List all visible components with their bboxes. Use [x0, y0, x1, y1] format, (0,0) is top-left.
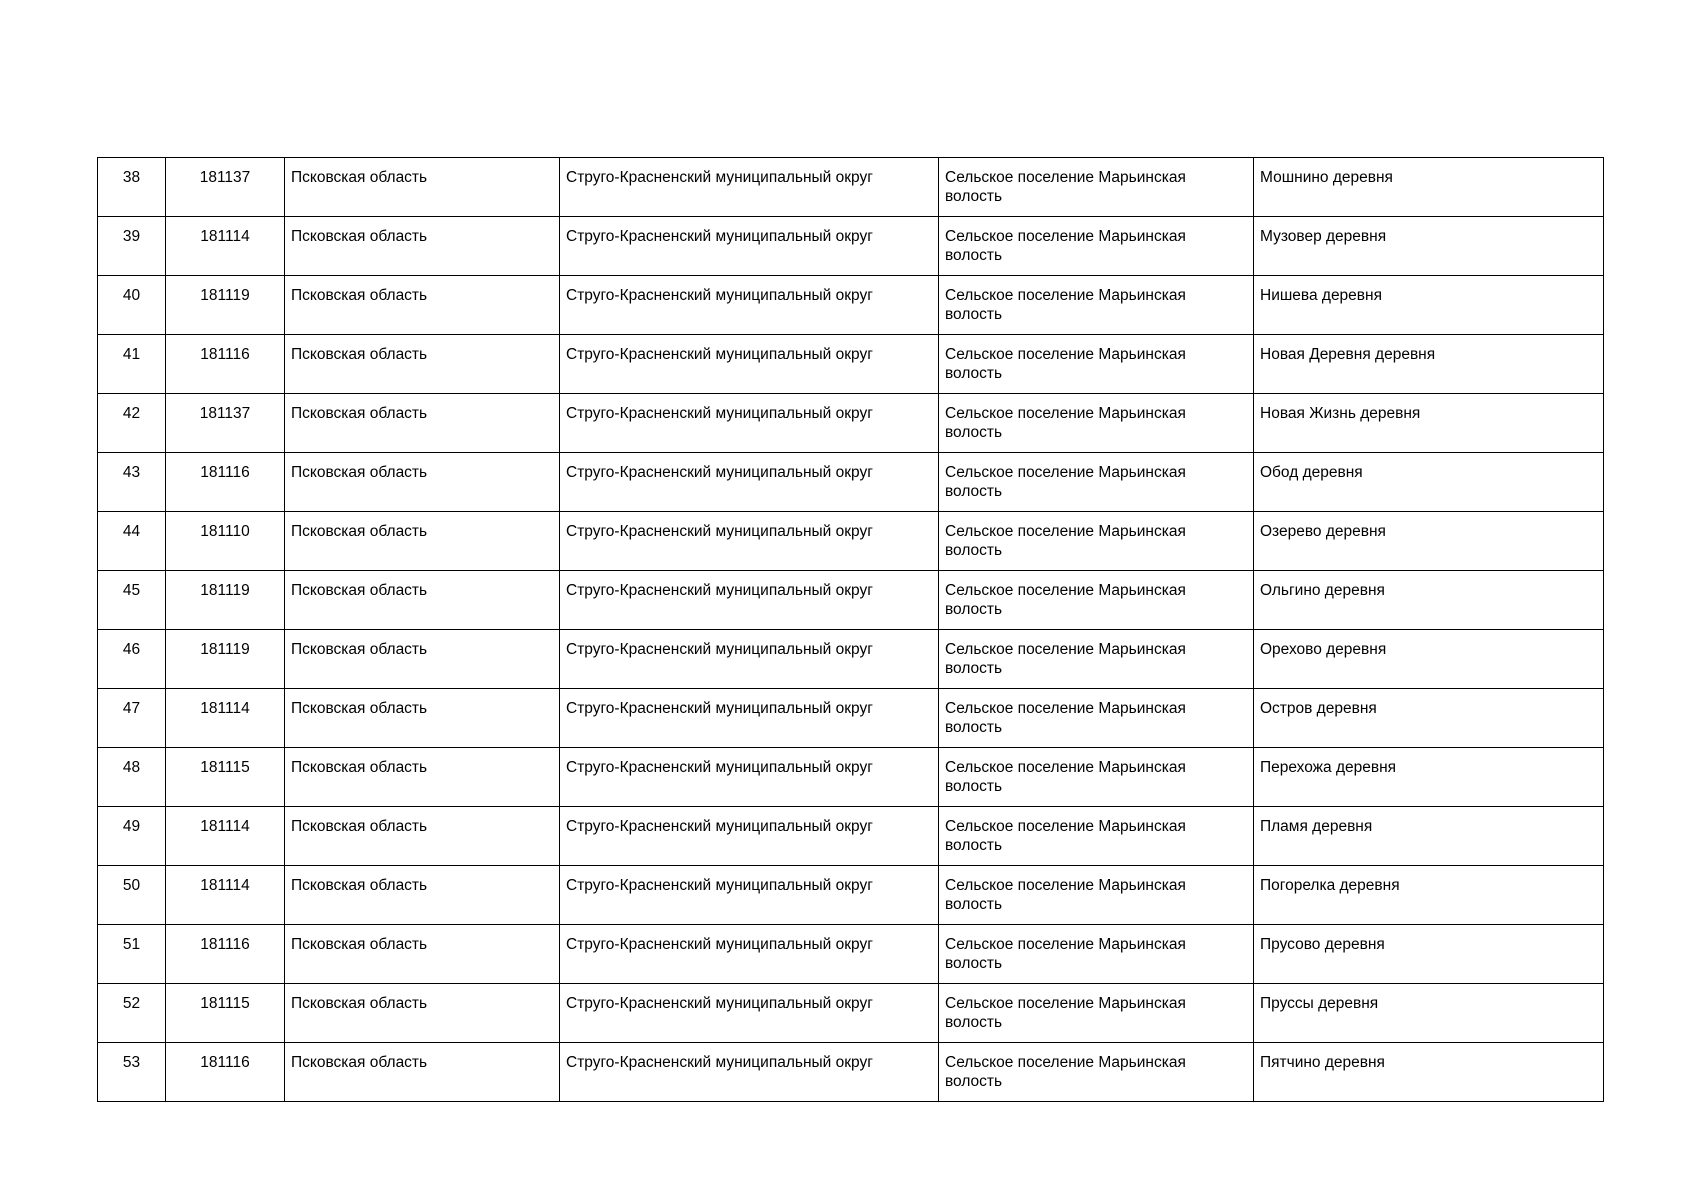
region-cell: Псковская область	[285, 1043, 560, 1102]
settlement-cell: Сельское поселение Марьинская волость	[939, 984, 1254, 1043]
settlement-cell: Сельское поселение Марьинская волость	[939, 512, 1254, 571]
locality-cell: Пламя деревня	[1254, 807, 1604, 866]
row-number-cell: 50	[98, 866, 166, 925]
table-row	[98, 453, 1604, 512]
settlement-cell: Сельское поселение Марьинская волость	[939, 217, 1254, 276]
region-cell: Псковская область	[285, 984, 560, 1043]
region-cell: Псковская область	[285, 866, 560, 925]
row-number-cell: 43	[98, 453, 166, 512]
district-cell: Струго-Красненский муниципальный округ	[560, 866, 939, 925]
postal-code-cell: 181116	[166, 335, 285, 394]
settlement-cell: Сельское поселение Марьинская волость	[939, 630, 1254, 689]
table-row	[98, 217, 1604, 276]
district-cell: Струго-Красненский муниципальный округ	[560, 394, 939, 453]
settlement-cell: Сельское поселение Марьинская волость	[939, 158, 1254, 217]
region-cell: Псковская область	[285, 748, 560, 807]
region-cell: Псковская область	[285, 335, 560, 394]
settlement-cell: Сельское поселение Марьинская волость	[939, 571, 1254, 630]
region-cell: Псковская область	[285, 276, 560, 335]
region-cell: Псковская область	[285, 571, 560, 630]
table-row	[98, 689, 1604, 748]
locality-cell: Обод деревня	[1254, 453, 1604, 512]
locality-cell: Пруссы деревня	[1254, 984, 1604, 1043]
locality-cell: Прусово деревня	[1254, 925, 1604, 984]
row-number-cell: 45	[98, 571, 166, 630]
settlement-cell: Сельское поселение Марьинская волость	[939, 866, 1254, 925]
row-number-cell: 42	[98, 394, 166, 453]
district-cell: Струго-Красненский муниципальный округ	[560, 807, 939, 866]
postal-code-cell: 181137	[166, 158, 285, 217]
postal-code-cell: 181115	[166, 984, 285, 1043]
localities-table	[97, 157, 1604, 1102]
locality-cell: Орехово деревня	[1254, 630, 1604, 689]
region-cell: Псковская область	[285, 512, 560, 571]
settlement-cell: Сельское поселение Марьинская волость	[939, 925, 1254, 984]
table-row	[98, 512, 1604, 571]
district-cell: Струго-Красненский муниципальный округ	[560, 984, 939, 1043]
district-cell: Струго-Красненский муниципальный округ	[560, 276, 939, 335]
district-cell: Струго-Красненский муниципальный округ	[560, 453, 939, 512]
settlement-cell: Сельское поселение Марьинская волость	[939, 748, 1254, 807]
district-cell: Струго-Красненский муниципальный округ	[560, 217, 939, 276]
postal-code-cell: 181114	[166, 807, 285, 866]
table-body	[98, 158, 1604, 1102]
table-row	[98, 276, 1604, 335]
locality-cell: Ольгино деревня	[1254, 571, 1604, 630]
district-cell: Струго-Красненский муниципальный округ	[560, 158, 939, 217]
row-number-cell: 51	[98, 925, 166, 984]
region-cell: Псковская область	[285, 217, 560, 276]
postal-code-cell: 181116	[166, 925, 285, 984]
row-number-cell: 44	[98, 512, 166, 571]
table-row	[98, 630, 1604, 689]
postal-code-cell: 181119	[166, 571, 285, 630]
locality-cell: Новая Деревня деревня	[1254, 335, 1604, 394]
table-row	[98, 866, 1604, 925]
table-row	[98, 748, 1604, 807]
locality-cell: Пятчино деревня	[1254, 1043, 1604, 1102]
district-cell: Струго-Красненский муниципальный округ	[560, 1043, 939, 1102]
row-number-cell: 39	[98, 217, 166, 276]
settlement-cell: Сельское поселение Марьинская волость	[939, 689, 1254, 748]
district-cell: Струго-Красненский муниципальный округ	[560, 748, 939, 807]
settlement-cell: Сельское поселение Марьинская волость	[939, 807, 1254, 866]
settlement-cell: Сельское поселение Марьинская волость	[939, 394, 1254, 453]
region-cell: Псковская область	[285, 807, 560, 866]
postal-code-cell: 181137	[166, 394, 285, 453]
row-number-cell: 52	[98, 984, 166, 1043]
region-cell: Псковская область	[285, 925, 560, 984]
locality-cell: Музовер деревня	[1254, 217, 1604, 276]
row-number-cell: 49	[98, 807, 166, 866]
locality-cell: Остров деревня	[1254, 689, 1604, 748]
district-cell: Струго-Красненский муниципальный округ	[560, 925, 939, 984]
settlement-cell: Сельское поселение Марьинская волость	[939, 335, 1254, 394]
postal-code-cell: 181114	[166, 689, 285, 748]
locality-cell: Нишева деревня	[1254, 276, 1604, 335]
row-number-cell: 46	[98, 630, 166, 689]
postal-code-cell: 181115	[166, 748, 285, 807]
row-number-cell: 47	[98, 689, 166, 748]
postal-code-cell: 181119	[166, 276, 285, 335]
district-cell: Струго-Красненский муниципальный округ	[560, 689, 939, 748]
locality-cell: Погорелка деревня	[1254, 866, 1604, 925]
table-row	[98, 807, 1604, 866]
district-cell: Струго-Красненский муниципальный округ	[560, 512, 939, 571]
region-cell: Псковская область	[285, 630, 560, 689]
table-row	[98, 925, 1604, 984]
region-cell: Псковская область	[285, 394, 560, 453]
table-row	[98, 1043, 1604, 1102]
region-cell: Псковская область	[285, 158, 560, 217]
table-row	[98, 984, 1604, 1043]
region-cell: Псковская область	[285, 453, 560, 512]
locality-cell: Перехожа деревня	[1254, 748, 1604, 807]
postal-code-cell: 181114	[166, 866, 285, 925]
district-cell: Струго-Красненский муниципальный округ	[560, 335, 939, 394]
locality-cell: Новая Жизнь деревня	[1254, 394, 1604, 453]
settlement-cell: Сельское поселение Марьинская волость	[939, 453, 1254, 512]
locality-cell: Мошнино деревня	[1254, 158, 1604, 217]
table-row	[98, 158, 1604, 217]
row-number-cell: 40	[98, 276, 166, 335]
settlement-cell: Сельское поселение Марьинская волость	[939, 276, 1254, 335]
settlement-cell: Сельское поселение Марьинская волость	[939, 1043, 1254, 1102]
district-cell: Струго-Красненский муниципальный округ	[560, 630, 939, 689]
region-cell: Псковская область	[285, 689, 560, 748]
row-number-cell: 38	[98, 158, 166, 217]
postal-code-cell: 181116	[166, 1043, 285, 1102]
row-number-cell: 48	[98, 748, 166, 807]
postal-code-cell: 181119	[166, 630, 285, 689]
table-row	[98, 394, 1604, 453]
table-row	[98, 335, 1604, 394]
postal-code-cell: 181114	[166, 217, 285, 276]
postal-code-cell: 181110	[166, 512, 285, 571]
postal-code-cell: 181116	[166, 453, 285, 512]
table-row	[98, 571, 1604, 630]
locality-cell: Озерево деревня	[1254, 512, 1604, 571]
row-number-cell: 53	[98, 1043, 166, 1102]
district-cell: Струго-Красненский муниципальный округ	[560, 571, 939, 630]
row-number-cell: 41	[98, 335, 166, 394]
